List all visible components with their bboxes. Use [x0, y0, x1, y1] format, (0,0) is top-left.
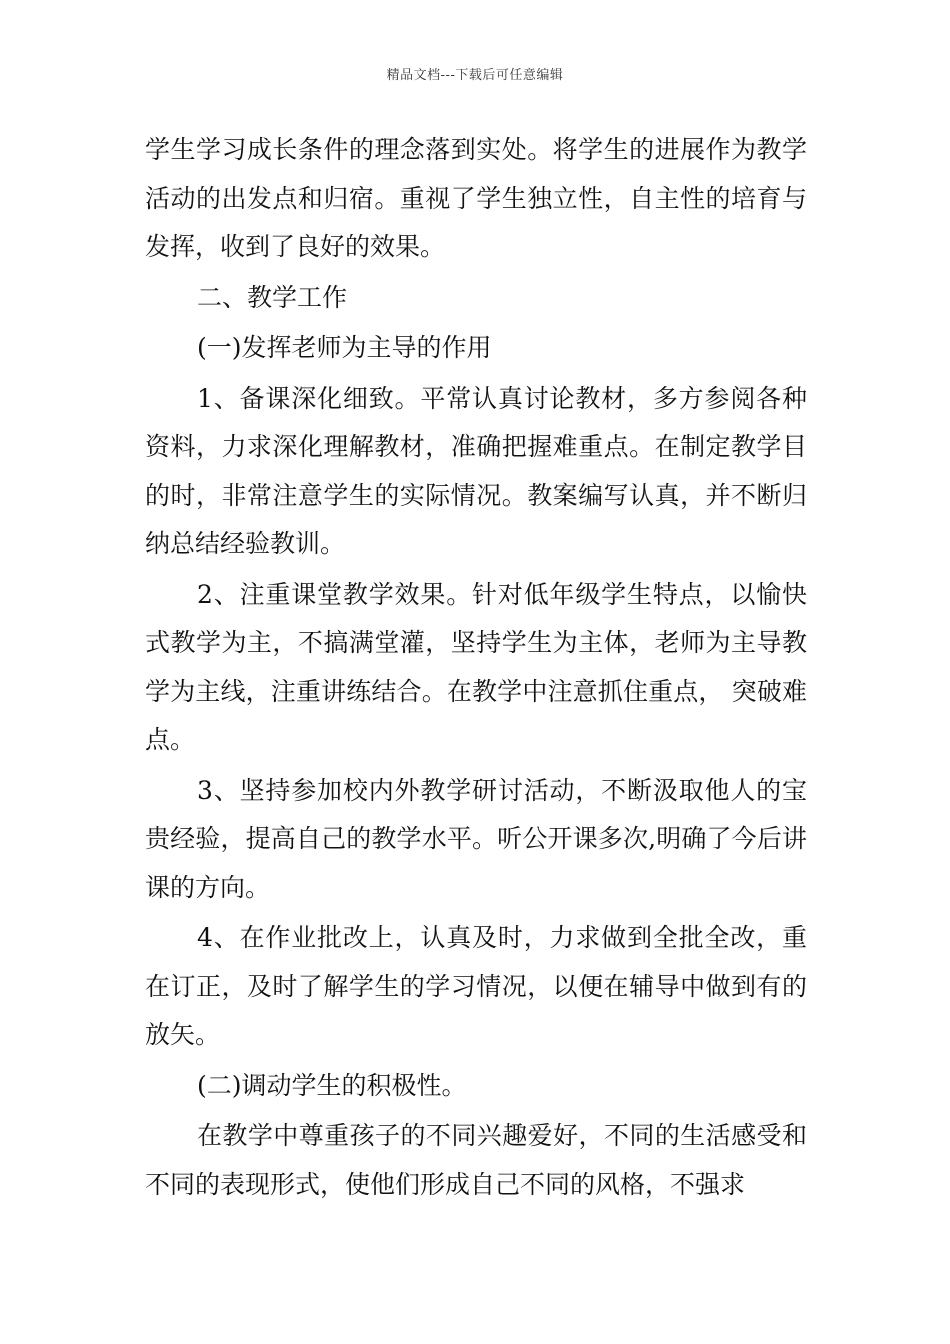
paragraph-continued: 学生学习成长条件的理念落到实处。将学生的进展作为教学活动的出发点和归宿。重视了学生独立性，自主性的培育与发挥，收到了良好的效果。: [145, 135, 807, 261]
paragraph-respect-interests: 在教学中尊重孩子的不同兴趣爱好，不同的生活感受和不同的表现形式，使他们形成自己不同的风格，不强求: [145, 1121, 807, 1199]
paragraph-classroom-effect: 2、注重课堂教学效果。针对低年级学生特点，以愉快式教学为主，不搞满堂灌，坚持学生为主体，老师为主导教学为主线，注重讲练结合。在教学中注意抓住重点， 突破难点。: [145, 579, 807, 754]
subsection-heading-student-motivation: (二)调动学生的积极性。: [197, 1070, 467, 1100]
section-heading-teaching-work: 二、教学工作: [197, 282, 348, 312]
paragraph-homework-grading: 4、在作业批改上，认真及时，力求做到全批全改，重在订正，及时了解学生的学习情况，以便在辅导中做到有的放矢。: [145, 923, 807, 1049]
document-body: [145, 126, 807, 1211]
paragraph-research-activities: 3、坚持参加校内外教学研讨活动，不断汲取他人的宝贵经验，提高自己的教学水平。听公开课多次,明确了今后讲课的方向。: [145, 775, 807, 902]
paragraph-lesson-prep: 1、备课深化细致。平常认真讨论教材，多方参阅各种资料，力求深化理解教材，准确把握难重点。在制定教学目的时，非常注意学生的实际情况。教案编写认真，并不断归纳总结经验教训。: [145, 383, 807, 558]
subsection-heading-teacher-role: (一)发挥老师为主导的作用: [197, 333, 492, 362]
page-header: 精品文档---下载后可任意编辑: [386, 68, 564, 83]
